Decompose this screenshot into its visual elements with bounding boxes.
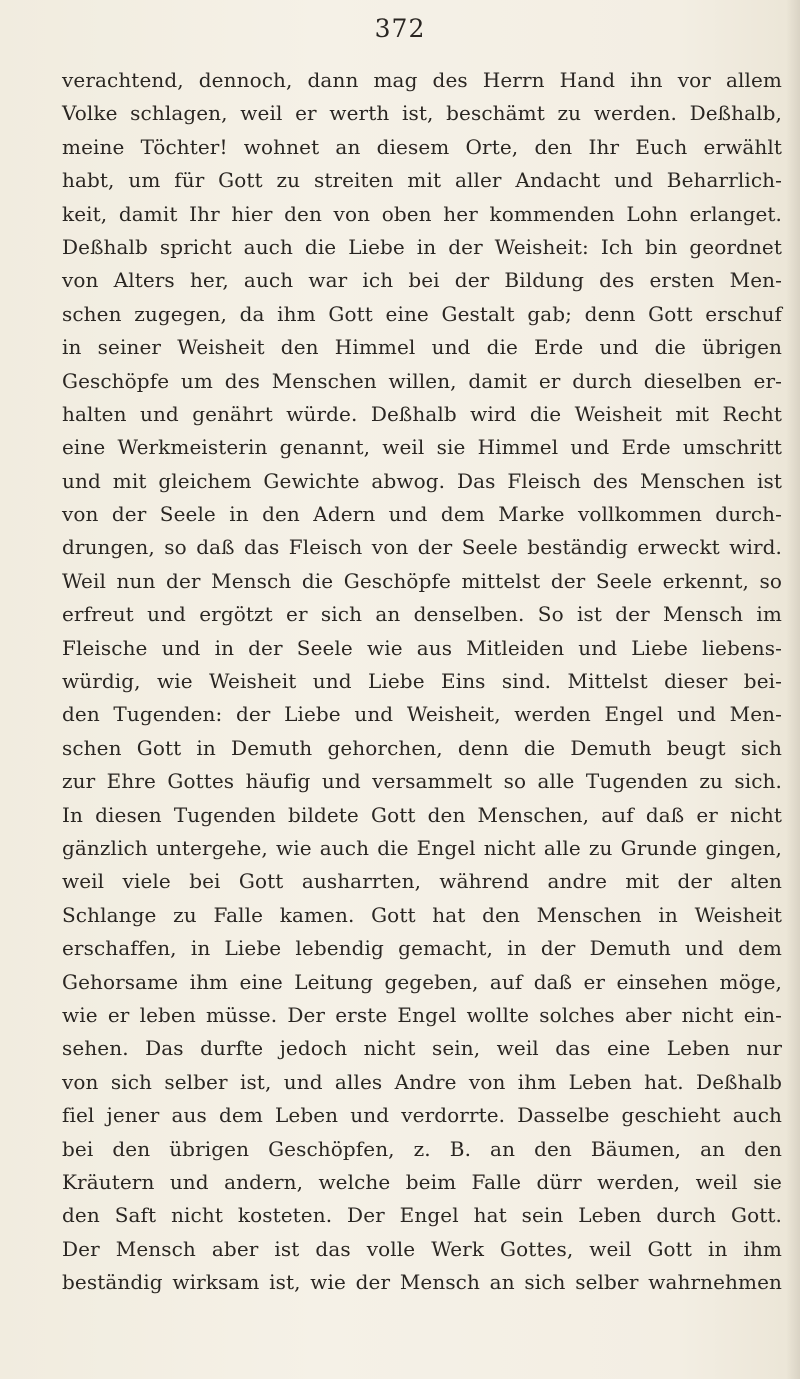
text-line: keit, damit Ihr hier den von oben her kommenden Lohn erlanget.: [62, 201, 782, 226]
text-line: zur Ehre Gottes häufig und versammelt so alle Tugenden zu sich.: [62, 769, 782, 794]
text-line: Geschöpfe um des Menschen willen, damit er durch dieselben er-: [62, 368, 782, 393]
text-line: weil viele bei Gott ausharrten, während andre mit der alten: [62, 869, 782, 894]
text-line: Der Mensch aber ist das volle Werk Gottes, weil Gott in ihm: [62, 1236, 782, 1261]
text-line: in seiner Weisheit den Himmel und die Erde und die übrigen: [62, 335, 782, 360]
text-line: den Tugenden: der Liebe und Weisheit, werden Engel und Men-: [62, 702, 782, 727]
text-line: schen Gott in Demuth gehorchen, denn die Demuth beugt sich: [62, 735, 782, 760]
text-line: von der Seele in den Adern und dem Marke vollkommen durch-: [62, 502, 782, 527]
text-line: von sich selber ist, und alles Andre von ihm Leben hat. Deßhalb: [62, 1069, 782, 1094]
text-line: von Alters her, auch war ich bei der Bildung des ersten Men-: [62, 268, 782, 293]
text-line: Kräutern und andern, welche beim Falle dürr werden, weil sie: [62, 1169, 782, 1194]
text-line: und mit gleichem Gewichte abwog. Das Fleisch des Menschen ist: [62, 468, 782, 493]
text-line: drungen, so daß das Fleisch von der Seele beständig erweckt wird.: [62, 535, 782, 560]
text-line: Volke schlagen, weil er werth ist, beschämt zu werden. Deßhalb,: [62, 101, 782, 126]
text-line: erschaffen, in Liebe lebendig gemacht, in der Demuth und dem: [62, 936, 782, 961]
text-line: meine Töchter! wohnet an diesem Orte, den Ihr Euch erwählt: [62, 134, 782, 159]
text-line: In diesen Tugenden bildete Gott den Menschen, auf daß er nicht: [62, 802, 782, 827]
text-line: halten und genährt würde. Deßhalb wird die Weisheit mit Recht: [62, 401, 782, 426]
text-line: sehen. Das durfte jedoch nicht sein, weil das eine Leben nur: [62, 1036, 782, 1061]
text-line: den Saft nicht kosteten. Der Engel hat sein Leben durch Gott.: [62, 1203, 782, 1228]
text-line: eine Werkmeisterin genannt, weil sie Himmel und Erde umschritt: [62, 435, 782, 460]
text-line: Deßhalb spricht auch die Liebe in der Weisheit: Ich bin geordnet: [62, 234, 782, 259]
text-line: schen zugegen, da ihm Gott eine Gestalt gab; denn Gott erschuf: [62, 301, 782, 326]
text-line: Schlange zu Falle kamen. Gott hat den Menschen in Weisheit: [62, 902, 782, 927]
text-line: Weil nun der Mensch die Geschöpfe mittelst der Seele erkennt, so: [62, 568, 782, 593]
text-line: bei den übrigen Geschöpfen, z. B. an den Bäumen, an den: [62, 1136, 782, 1161]
text-line: habt, um für Gott zu streiten mit aller Andacht und Beharrlich-: [62, 168, 782, 193]
text-line: wie er leben müsse. Der erste Engel wollte solches aber nicht ein-: [62, 1002, 782, 1027]
text-line: erfreut und ergötzt er sich an denselben. So ist der Mensch im: [62, 602, 782, 627]
page-edge-shadow: [786, 0, 800, 1379]
text-line: Fleische und in der Seele wie aus Mitleiden und Liebe liebens-: [62, 635, 782, 660]
page-number: 372: [374, 14, 426, 43]
text-line: verachtend, dennoch, dann mag des Herrn Hand ihn vor allem: [62, 68, 782, 92]
text-line: beständig wirksam ist, wie der Mensch an sich selber wahrnehmen: [62, 1270, 782, 1295]
text-line: würdig, wie Weisheit und Liebe Eins sind. Mittelst dieser bei-: [62, 669, 782, 694]
text-line: Gehorsame ihm eine Leitung gegeben, auf daß er einsehen möge,: [62, 969, 782, 994]
body-text: [62, 64, 782, 1299]
text-line: gänzlich untergehe, wie auch die Engel nicht alle zu Grunde gingen,: [62, 835, 782, 860]
text-line: fiel jener aus dem Leben und verdorrte. Dasselbe geschieht auch: [62, 1103, 782, 1128]
